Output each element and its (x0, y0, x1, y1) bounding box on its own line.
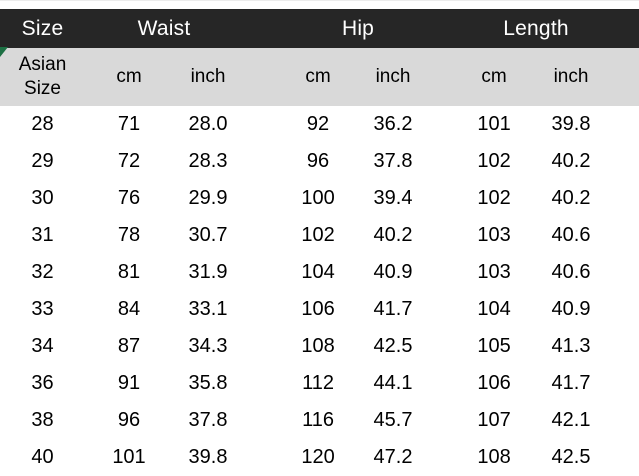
cell-waist-cm: 71 (117, 113, 141, 135)
cell-size: 38 (31, 409, 54, 431)
cell-waist-cm: 101 (112, 446, 146, 468)
group-header-hip: Hip (341, 16, 375, 40)
spacer-cell (433, 48, 459, 106)
group-header-size: Size (21, 16, 64, 40)
cell-hip-inch: 42.5 (373, 335, 413, 357)
cell-waist-cm: 91 (117, 372, 141, 394)
cell-hip-inch: 40.2 (373, 224, 413, 246)
cell-length-cm: 108 (477, 446, 511, 468)
spacer-cell (243, 143, 283, 180)
spacer-cell (613, 365, 639, 402)
cell-hip-cm: 96 (306, 150, 330, 172)
spacer-cell (433, 328, 459, 365)
spacer-cell (433, 180, 459, 217)
cell-length-inch: 41.7 (551, 372, 591, 394)
spacer-cell (613, 254, 639, 291)
cell-waist-inch: 31.9 (188, 261, 228, 283)
subheader-hip-inch: inch (375, 66, 411, 87)
cell-length-cm: 105 (477, 335, 511, 357)
cell-length-inch: 42.5 (551, 446, 591, 468)
spacer-cell (613, 180, 639, 217)
cell-length-cm: 107 (477, 409, 511, 431)
cell-waist-inch: 29.9 (188, 187, 228, 209)
spacer-cell (613, 106, 639, 143)
cell-waist-inch: 33.1 (188, 298, 228, 320)
spacer-cell (433, 254, 459, 291)
cell-length-cm: 106 (477, 372, 511, 394)
cell-hip-inch: 40.9 (373, 261, 413, 283)
cell-hip-inch: 37.8 (373, 150, 413, 172)
table-row (0, 254, 639, 291)
cell-hip-inch: 45.7 (373, 409, 413, 431)
cell-waist-cm: 72 (117, 150, 141, 172)
cell-waist-cm: 76 (117, 187, 141, 209)
group-header-row (0, 9, 639, 48)
cell-length-inch: 40.9 (551, 298, 591, 320)
cell-hip-cm: 112 (302, 372, 334, 394)
cell-length-inch: 40.6 (551, 261, 591, 283)
group-header-length: Length (503, 16, 569, 40)
cell-hip-cm: 92 (306, 113, 330, 135)
spacer-cell (433, 365, 459, 402)
spacer-cell (243, 48, 283, 106)
cell-waist-cm: 81 (117, 261, 141, 283)
cell-hip-inch: 41.7 (373, 298, 413, 320)
cell-size: 40 (31, 446, 54, 468)
cell-length-inch: 40.2 (551, 187, 591, 209)
cell-waist-inch: 28.0 (188, 113, 228, 135)
cell-hip-inch: 47.2 (373, 446, 413, 468)
cell-hip-cm: 104 (301, 261, 335, 283)
cell-waist-inch: 34.3 (188, 335, 228, 357)
spacer-cell (433, 291, 459, 328)
spacer-cell (243, 217, 283, 254)
cell-length-cm: 103 (477, 224, 511, 246)
cell-length-cm: 101 (477, 113, 511, 135)
table-row (0, 402, 639, 439)
spacer-cell (243, 402, 283, 439)
subheader-waist-cm: cm (116, 66, 142, 87)
spacer-cell (613, 217, 639, 254)
cell-length-cm: 104 (477, 298, 511, 320)
cell-length-inch: 40.6 (551, 224, 591, 246)
cell-size: 33 (31, 298, 54, 320)
cell-size: 34 (31, 335, 54, 357)
cell-hip-inch: 44.1 (373, 372, 413, 394)
table-row (0, 365, 639, 402)
cell-size: 36 (31, 372, 54, 394)
spacer-cell (613, 402, 639, 439)
cell-hip-cm: 116 (302, 409, 334, 431)
cell-hip-cm: 102 (301, 224, 335, 246)
cell-waist-inch: 30.7 (188, 224, 228, 246)
cell-length-inch: 39.8 (551, 113, 591, 135)
spacer-cell (243, 9, 283, 48)
cell-length-inch: 42.1 (551, 409, 591, 431)
spacer-cell (243, 180, 283, 217)
cell-hip-cm: 108 (301, 335, 335, 357)
subheader-row (0, 48, 639, 106)
cell-hip-cm: 106 (301, 298, 335, 320)
cell-length-cm: 102 (477, 150, 511, 172)
cell-waist-cm: 78 (117, 224, 141, 246)
table-row (0, 217, 639, 254)
cell-waist-inch: 35.8 (188, 372, 228, 394)
spacer-cell (243, 328, 283, 365)
subheader-waist-inch: inch (190, 66, 226, 87)
spacer-cell (243, 365, 283, 402)
cell-length-inch: 40.2 (551, 150, 591, 172)
cell-waist-inch: 28.3 (188, 150, 228, 172)
cell-size: 29 (31, 150, 54, 172)
spacer-cell (433, 106, 459, 143)
table-row (0, 439, 639, 476)
spacer-cell (613, 9, 639, 48)
table-row (0, 180, 639, 217)
cell-hip-inch: 39.4 (373, 187, 413, 209)
cell-hip-cm: 100 (301, 187, 335, 209)
cell-waist-cm: 87 (117, 335, 141, 357)
group-header-waist: Waist (137, 16, 191, 40)
spacer-cell (243, 106, 283, 143)
spacer-cell (433, 9, 459, 48)
spacer-cell (433, 402, 459, 439)
spacer-cell (613, 48, 639, 106)
cell-size: 32 (31, 261, 54, 283)
spacer-cell (433, 439, 459, 476)
cell-length-cm: 102 (477, 187, 511, 209)
size-chart-table (0, 9, 639, 476)
spacer-cell (243, 439, 283, 476)
table-row (0, 291, 639, 328)
table-row (0, 143, 639, 180)
cell-hip-cm: 120 (301, 446, 335, 468)
cell-length-cm: 103 (477, 261, 511, 283)
spacer-cell (243, 291, 283, 328)
subheader-length-cm: cm (481, 66, 507, 87)
spacer-cell (433, 217, 459, 254)
spacer-cell (243, 254, 283, 291)
spacer-cell (613, 143, 639, 180)
subheader-asian-size: Asian Size (18, 54, 67, 99)
cell-size: 31 (31, 224, 54, 246)
cell-hip-inch: 36.2 (373, 113, 413, 135)
spacer-cell (433, 143, 459, 180)
cell-waist-inch: 39.8 (188, 446, 228, 468)
cell-size: 28 (31, 113, 54, 135)
cell-size: 30 (31, 187, 54, 209)
cell-waist-cm: 84 (117, 298, 141, 320)
subheader-hip-cm: cm (305, 66, 331, 87)
spacer-cell (613, 439, 639, 476)
cell-waist-inch: 37.8 (188, 409, 228, 431)
table-row (0, 328, 639, 365)
spacer-cell (613, 328, 639, 365)
subheader-length-inch: inch (553, 66, 589, 87)
cell-waist-cm: 96 (117, 409, 141, 431)
table-row (0, 106, 639, 143)
spacer-cell (613, 291, 639, 328)
cell-length-inch: 41.3 (551, 335, 591, 357)
